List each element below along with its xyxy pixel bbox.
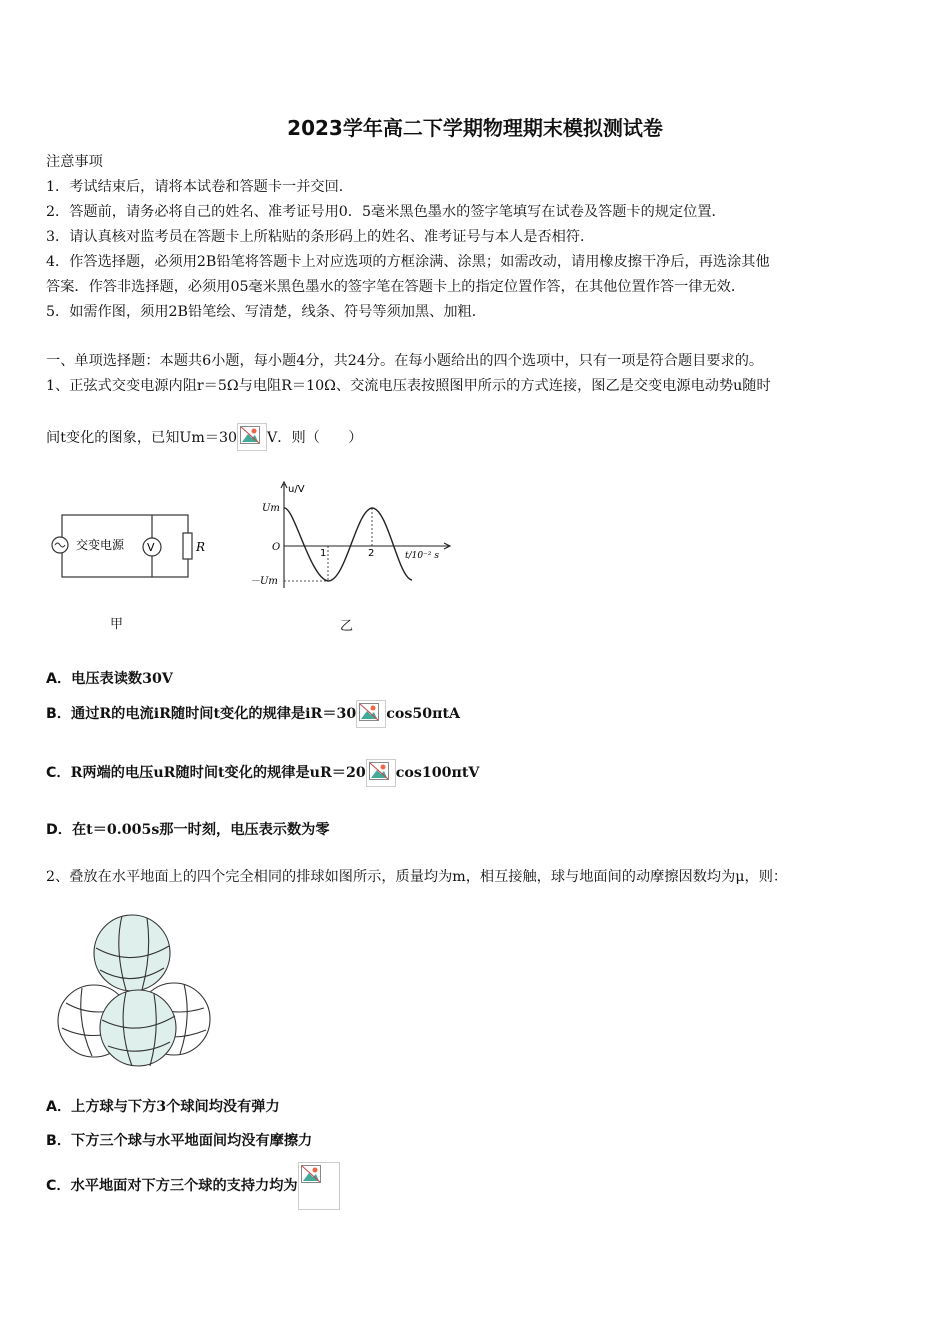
option-label: C． — [46, 765, 71, 781]
question-1-stem-cont — [46, 423, 362, 451]
notice-item: 1．考试结束后，请将本试卷和答题卡一并交回． — [46, 179, 353, 195]
option-label: C． — [46, 1178, 71, 1194]
notice-item: 4．作答选择题，必须用2B铅笔将答题卡上对应选项的方框涂满、涂黑；如需改动，请用橡皮擦干净后，再选涂其他 — [46, 254, 770, 270]
circuit-diagram — [46, 505, 206, 589]
resistor-label: R — [196, 540, 206, 554]
waveform-graph — [250, 478, 460, 602]
broken-image-icon — [366, 759, 396, 787]
option-a — [46, 669, 173, 689]
section-heading: 一、单项选择题：本题共6小题，每小题4分，共24分。在每小题给出的四个选项中，只有一项是符合题目要求的。 — [46, 353, 764, 369]
option-label: A． — [46, 671, 72, 687]
um-label: Um — [262, 503, 280, 514]
option-text: R两端的电压uR随时间t变化的规律是uR＝20 — [70, 765, 366, 781]
option-text: 通过R的电流iR随时间t变化的规律是iR＝30 — [71, 706, 357, 722]
resistor-icon — [183, 533, 192, 559]
stem-text: V．则（ ） — [267, 430, 363, 446]
tick-label: 2 — [368, 548, 375, 559]
neg-um-label: －Um — [250, 576, 278, 587]
option-text: cos100πtV — [395, 765, 480, 781]
option-b — [46, 1131, 312, 1151]
tick-label: 1 — [320, 548, 327, 559]
question-2-stem: 2、叠放在水平地面上的四个完全相同的排球如图所示，质量均为m，相互接触，球与地面间的动摩擦因数均为μ，则： — [46, 869, 788, 885]
option-label: B． — [46, 706, 72, 722]
voltmeter-label: V — [147, 541, 155, 554]
stem-text: 间t变化的图象，已知Um＝30 — [46, 430, 238, 446]
volleyball-figure — [52, 908, 217, 1072]
origin-label: O — [272, 542, 281, 553]
notice-item: 2．答题前，请务必将自己的姓名、准考证号用0．5毫米黑色墨水的签字笔填写在试卷及答题卡的规定位置． — [46, 204, 726, 220]
page-title: 2023学年高二下学期物理期末模拟测试卷 — [287, 116, 663, 140]
figure-caption: 乙 — [340, 619, 354, 634]
option-text: 上方球与下方3个球间均没有弹力 — [71, 1099, 280, 1115]
option-c — [46, 759, 479, 787]
option-text: 下方三个球与水平地面间均没有摩擦力 — [71, 1133, 313, 1149]
y-axis-label: u/V — [288, 484, 305, 495]
option-label: B． — [46, 1133, 72, 1149]
option-text: 水平地面对下方三个球的支持力均为 — [70, 1178, 298, 1194]
x-axis-label: t/10⁻² s — [405, 551, 439, 561]
option-c — [46, 1162, 340, 1210]
notice-item: 答案．作答非选择题，必须用05毫米黑色墨水的签字笔在答题卡上的指定位置作答，在其他位置作答一律无效． — [46, 279, 746, 295]
source-label: 交变电源 — [76, 538, 125, 552]
option-label: D． — [46, 822, 72, 838]
option-text: cos50πtA — [386, 706, 461, 722]
option-a — [46, 1097, 280, 1117]
broken-image-icon — [237, 423, 267, 451]
question-1-stem: 1、正弦式交变电源内阻r＝5Ω与电阻R＝10Ω、交流电压表按照图甲所示的方式连接，图乙是交变电源电动势u随时 — [46, 378, 771, 394]
option-text: 在t＝0.005s那一时刻，电压表示数为零 — [71, 822, 330, 838]
option-label: A． — [46, 1099, 72, 1115]
option-d — [46, 820, 330, 840]
notice-heading: 注意事项 — [46, 154, 103, 170]
broken-image-icon — [298, 1162, 340, 1210]
figure-caption: 甲 — [110, 617, 124, 632]
notice-item: 3．请认真核对监考员在答题卡上所粘贴的条形码上的姓名、准考证号与本人是否相符． — [46, 229, 595, 245]
option-b — [46, 700, 460, 728]
option-text: 电压表读数30V — [71, 671, 173, 687]
notice-item: 5．如需作图，须用2B铅笔绘、写清楚，线条、符号等须加黑、加粗． — [46, 304, 486, 320]
broken-image-icon — [356, 700, 386, 728]
